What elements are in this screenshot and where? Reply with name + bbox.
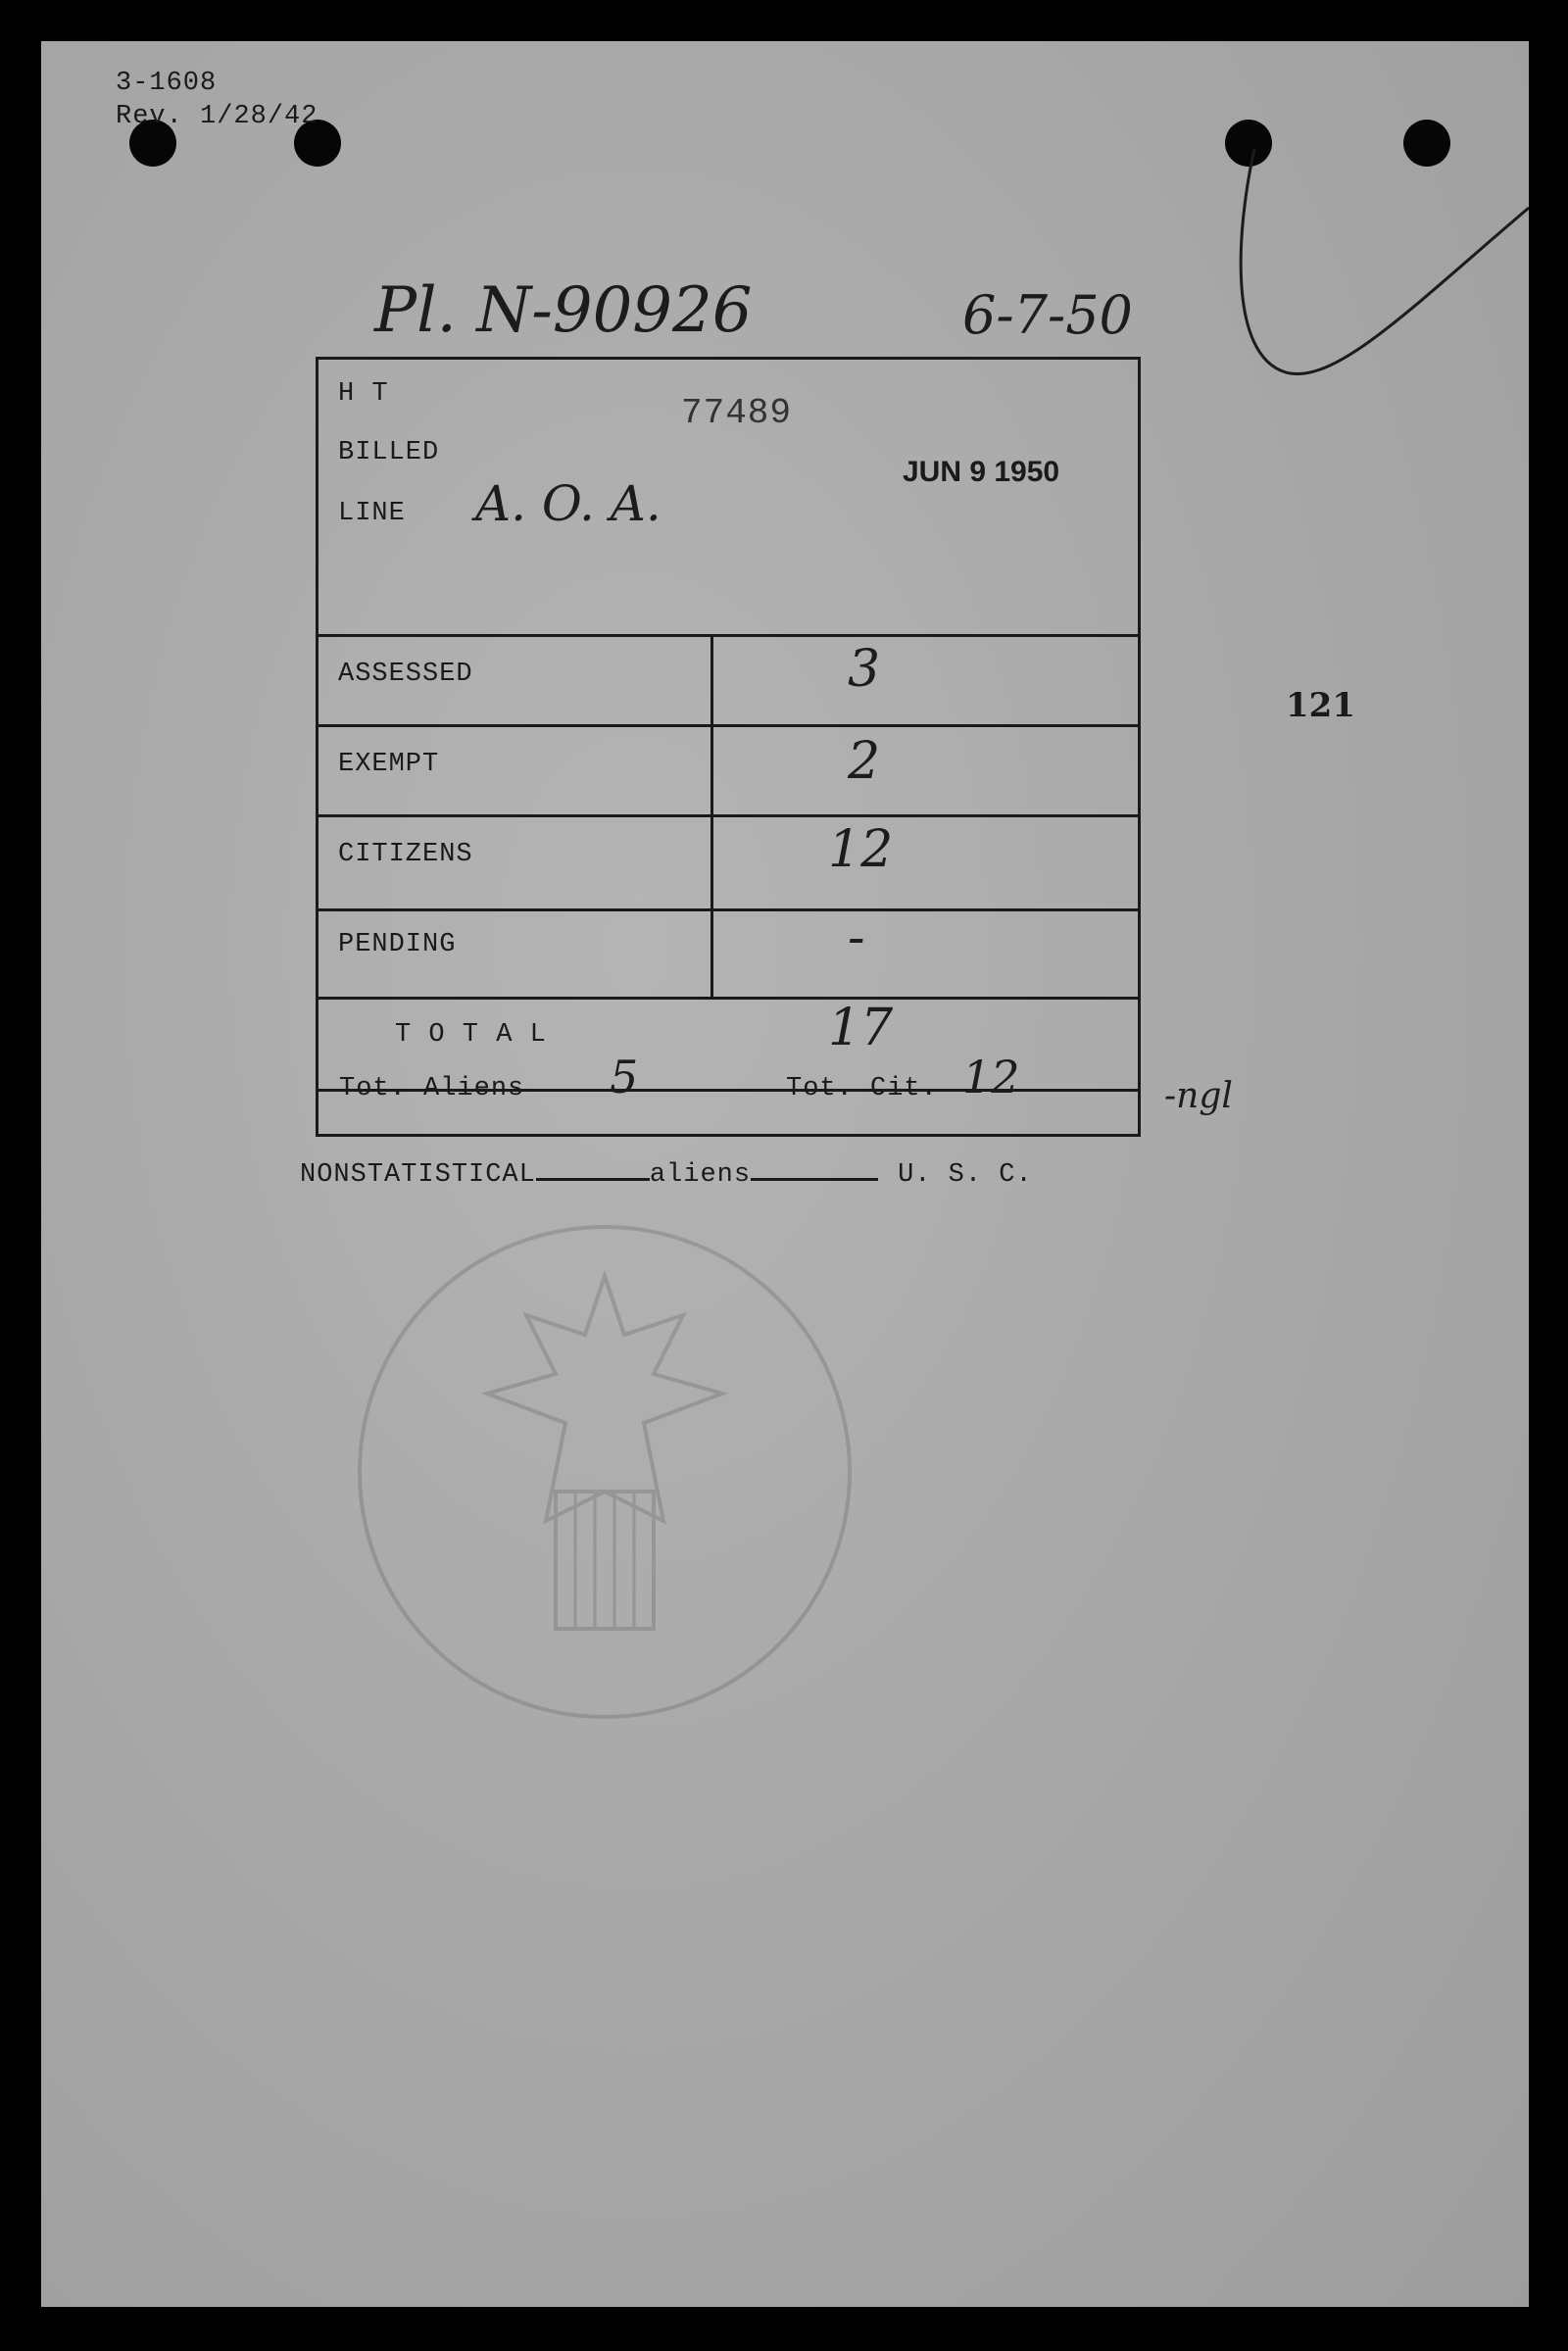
tot-cit-value: 12 [962, 1051, 1020, 1103]
manifest-number: 77489 [681, 393, 793, 433]
divider [318, 997, 1138, 1000]
total-label: T O T A L [395, 1020, 547, 1050]
side-number: 121 [1286, 686, 1355, 725]
initials: -ngl [1164, 1076, 1233, 1116]
billed-label: BILLED [338, 438, 440, 467]
pending-value: - [848, 908, 865, 967]
exempt-value: 2 [848, 732, 881, 791]
exempt-label: EXEMPT [338, 750, 440, 779]
blank-line [536, 1178, 650, 1181]
checkmark-scribble [1217, 110, 1529, 433]
divider [318, 908, 1138, 911]
date-stamp: JUN 9 1950 [903, 456, 1060, 488]
form-number: 3-1608 [116, 69, 218, 98]
assessed-label: ASSESSED [338, 660, 473, 689]
ht-label: H T [338, 379, 389, 409]
column-divider [710, 634, 713, 997]
document-page [41, 41, 1529, 2307]
divider [318, 634, 1138, 637]
total-value: 17 [828, 999, 894, 1057]
citizens-label: CITIZENS [338, 840, 473, 869]
divider [318, 814, 1138, 817]
tot-cit-label: Tot. Cit. [786, 1074, 938, 1103]
eagle-seal-watermark [291, 1198, 918, 1746]
nonstatistical-label [300, 1160, 1033, 1190]
handwritten-date: 6-7-50 [962, 284, 1133, 346]
tot-aliens-value: 5 [610, 1051, 639, 1103]
revision-date: Rev. 1/28/42 [116, 102, 318, 131]
aliens-text: aliens [649, 1160, 752, 1190]
pending-label: PENDING [338, 930, 457, 959]
citizens-value: 12 [828, 820, 894, 879]
tot-aliens-label: Tot. Aliens [339, 1074, 525, 1103]
line-label: LINE [338, 499, 406, 528]
usc-text: U. S. C. [898, 1160, 1033, 1190]
divider [318, 724, 1138, 727]
file-number: Pl. N-90926 [374, 274, 753, 347]
blank-line [751, 1178, 878, 1181]
line-value: A. O. A. [475, 475, 662, 532]
nonstatistical-text: NONSTATISTICAL [300, 1160, 536, 1190]
assessed-value: 3 [848, 640, 881, 699]
statistics-form [316, 357, 1141, 1137]
